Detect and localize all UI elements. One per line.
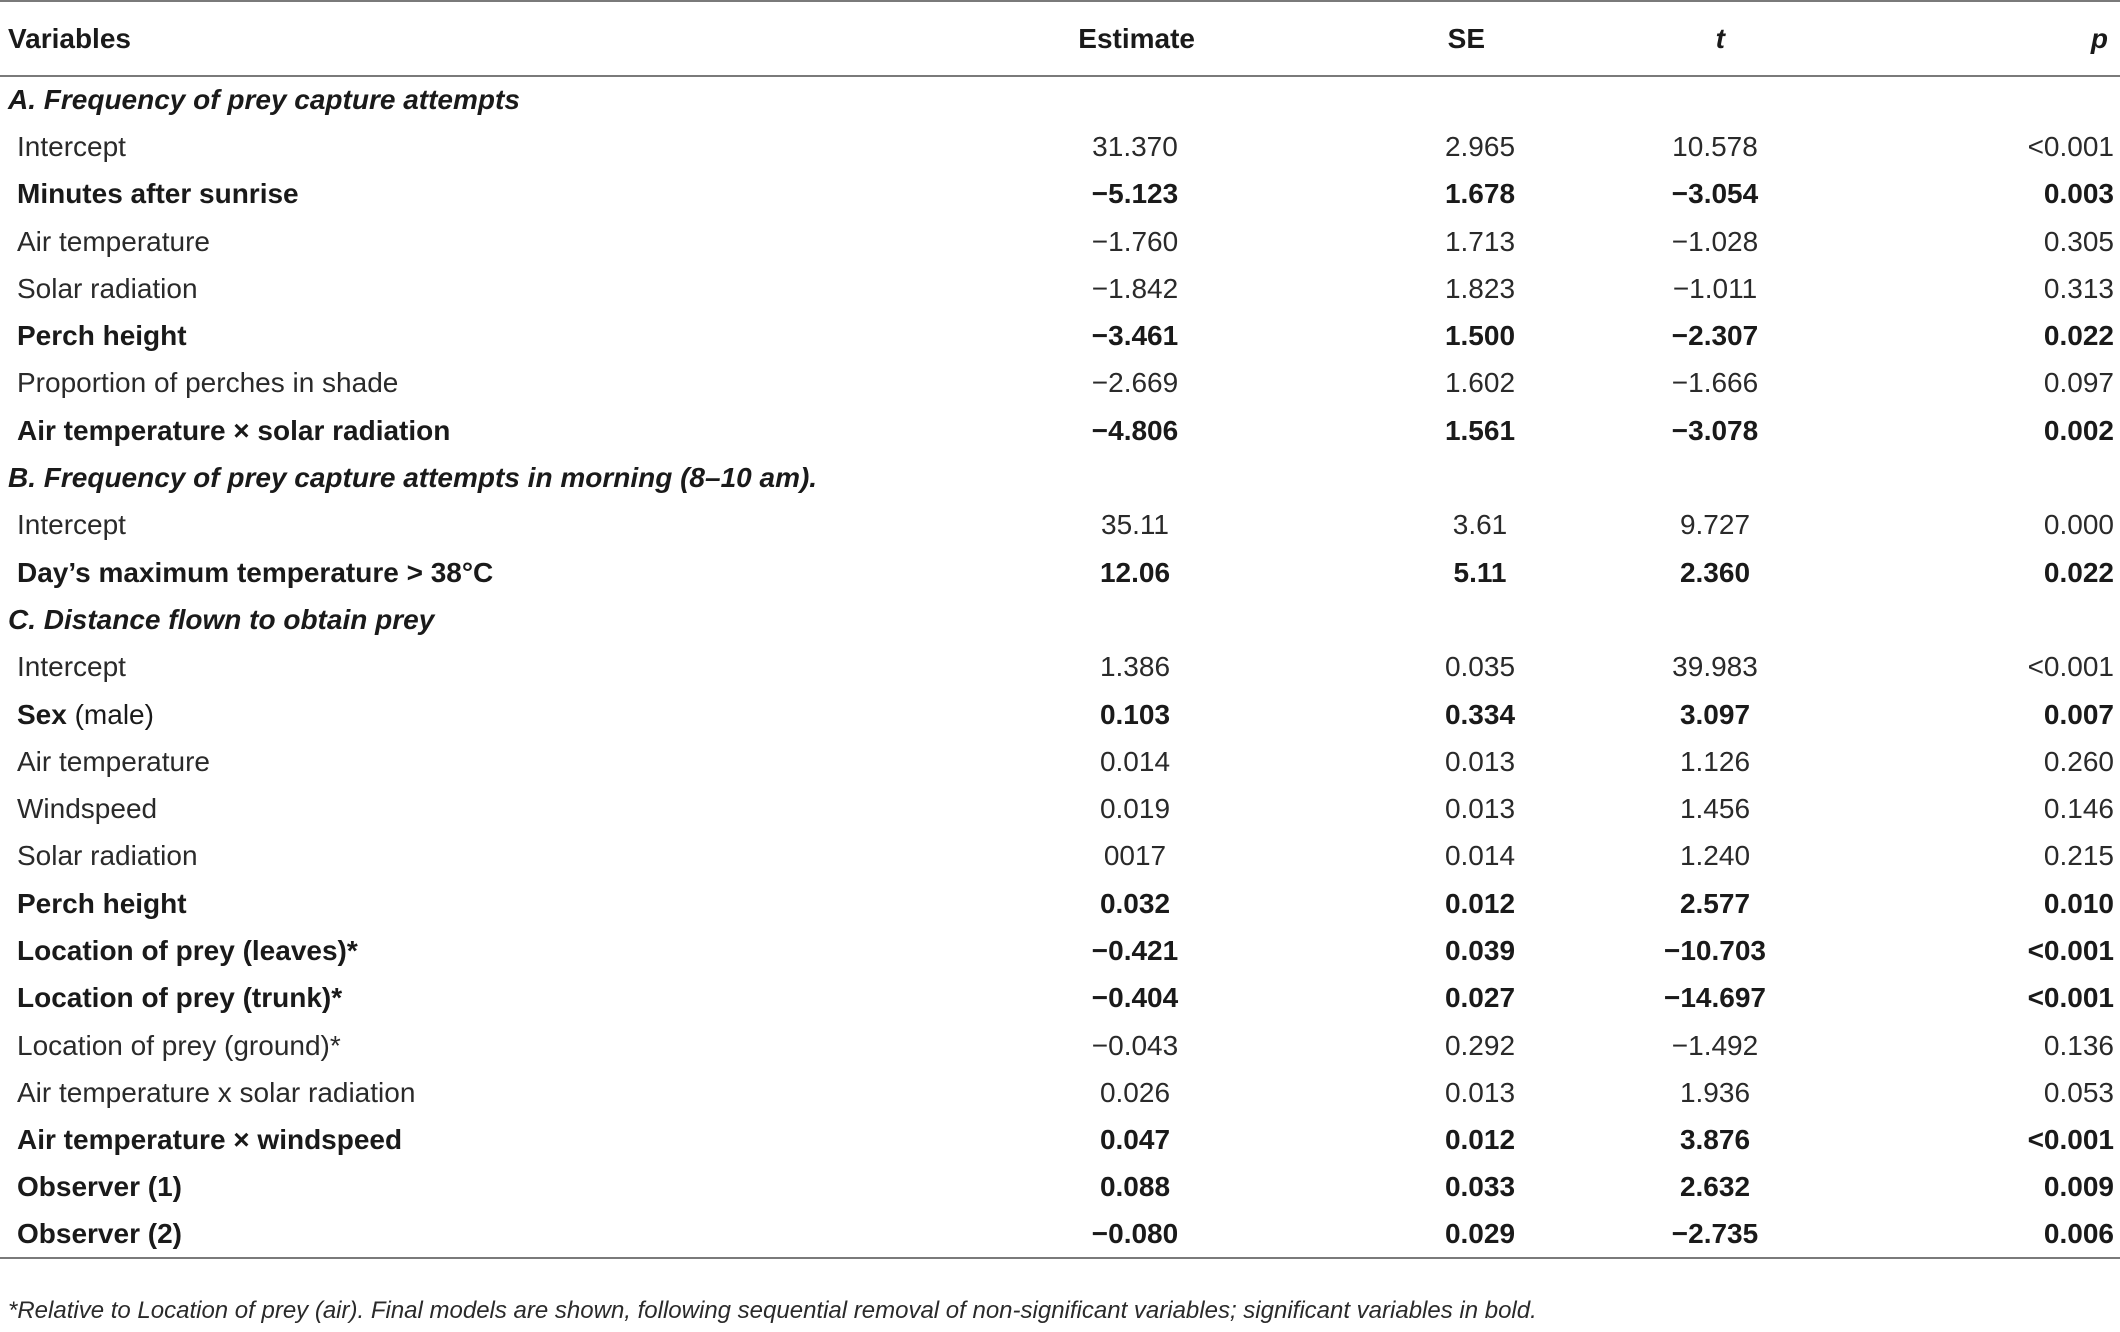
cell-t: −2.307 (1671, 320, 1759, 352)
cell-p: 0.002 (2043, 414, 2114, 446)
cell-se: 0.012 (1444, 1124, 1516, 1156)
cell-variable: Location of prey (trunk)* (17, 982, 343, 1014)
cell-se: 1.678 (1444, 178, 1516, 210)
table-row (0, 691, 2120, 738)
cell-p: 0.215 (2043, 840, 2114, 872)
cell-estimate: 1.386 (1099, 651, 1171, 683)
cell-p: 0.136 (2043, 1029, 2114, 1061)
table-row (0, 927, 2120, 974)
cell-estimate: −0.404 (1091, 982, 1179, 1014)
table-row (0, 218, 2120, 265)
cell-t: 39.983 (1672, 651, 1758, 683)
cell-se: 0.013 (1444, 745, 1516, 777)
cell-se: 0.013 (1444, 793, 1516, 825)
cell-t: −1.028 (1671, 225, 1759, 257)
cell-t: 2.632 (1679, 1171, 1751, 1203)
cell-se: 5.11 (1453, 556, 1507, 588)
header-estimate: Estimate (1078, 22, 1195, 54)
cell-p: 0.305 (2043, 225, 2114, 257)
table-row (0, 1022, 2120, 1069)
header-p: p (2090, 22, 2108, 54)
cell-t: −3.054 (1671, 178, 1759, 210)
table-row (0, 975, 2120, 1022)
cell-p: 0.009 (2043, 1171, 2114, 1203)
cell-variable: Minutes after sunrise (17, 178, 299, 210)
cell-estimate: 0.047 (1099, 1124, 1171, 1156)
cell-variable: Solar radiation (17, 840, 198, 872)
table-row (0, 880, 2120, 927)
cell-estimate: −1.760 (1091, 225, 1179, 257)
cell-se: 0.027 (1444, 982, 1516, 1014)
cell-p: 0.010 (2043, 887, 2114, 919)
cell-p: 0.313 (2043, 272, 2114, 304)
header-t: t (1715, 22, 1725, 54)
cell-p: 0.006 (2043, 1218, 2114, 1250)
cell-estimate: −3.461 (1091, 320, 1179, 352)
cell-variable: Intercept (17, 509, 126, 541)
header-row (0, 1, 2120, 76)
section-header-c (0, 596, 2120, 643)
cell-t: −1.492 (1671, 1029, 1759, 1061)
variable-qualifier: (male) (66, 698, 154, 730)
cell-estimate: −5.123 (1091, 178, 1179, 210)
table-row (0, 738, 2120, 785)
cell-t: −3.078 (1671, 414, 1759, 446)
cell-estimate: 35.11 (1101, 509, 1169, 541)
cell-se: 0.033 (1444, 1171, 1516, 1203)
cell-t: 9.727 (1679, 509, 1751, 541)
cell-p: <0.001 (2027, 651, 2114, 683)
cell-estimate: 0.088 (1099, 1171, 1171, 1203)
cell-variable: Proportion of perches in shade (17, 367, 399, 399)
cell-se: 1.713 (1444, 225, 1516, 257)
cell-se: 1.561 (1444, 414, 1516, 446)
cell-p: 0.260 (2043, 745, 2114, 777)
cell-t: 1.456 (1679, 793, 1751, 825)
cell-variable: Air temperature × windspeed (17, 1124, 403, 1156)
table-row (0, 1211, 2120, 1258)
cell-estimate: 0.032 (1099, 887, 1171, 919)
cell-p: 0.097 (2043, 367, 2114, 399)
cell-variable: Air temperature × solar radiation (17, 414, 451, 446)
cell-variable: Perch height (17, 320, 187, 352)
cell-p: <0.001 (2027, 130, 2114, 162)
cell-estimate: 0.014 (1099, 745, 1171, 777)
cell-t: −10.703 (1664, 934, 1766, 966)
cell-se: 0.039 (1444, 934, 1516, 966)
cell-variable (0, 691, 1000, 738)
cell-estimate: −0.080 (1091, 1218, 1179, 1250)
cell-se: 1.500 (1444, 320, 1516, 352)
cell-estimate: 0017 (1103, 840, 1167, 872)
cell-estimate: −0.043 (1091, 1029, 1179, 1061)
cell-se: 0.013 (1444, 1076, 1516, 1108)
cell-t: 2.577 (1679, 887, 1751, 919)
table-row (0, 502, 2120, 549)
section-title: C. Distance flown to obtain prey (8, 603, 435, 635)
cell-variable: Intercept (17, 651, 126, 683)
table-row (0, 123, 2120, 170)
cell-se: 0.012 (1444, 887, 1516, 919)
cell-estimate: −1.842 (1091, 272, 1179, 304)
header-se: SE (1447, 22, 1485, 54)
cell-variable: Observer (1) (17, 1171, 182, 1203)
cell-p: 0.007 (2043, 698, 2114, 730)
section-header-a (0, 76, 2120, 123)
cell-p: <0.001 (2027, 1124, 2114, 1156)
table-row (0, 644, 2120, 691)
table-row (0, 312, 2120, 359)
section-title: A. Frequency of prey capture attempts (8, 84, 520, 116)
cell-se: 0.029 (1444, 1218, 1516, 1250)
cell-variable: Windspeed (17, 793, 158, 825)
cell-p: 0.146 (2043, 793, 2114, 825)
cell-p: <0.001 (2027, 934, 2114, 966)
cell-variable: Location of prey (ground)* (17, 1029, 341, 1061)
table-body (0, 76, 2120, 1258)
cell-t: 3.876 (1679, 1124, 1751, 1156)
cell-variable: Air temperature x solar radiation (17, 1076, 416, 1108)
cell-t: 10.578 (1672, 130, 1758, 162)
cell-variable: Observer (2) (17, 1218, 182, 1250)
cell-estimate: 0.103 (1099, 698, 1171, 730)
cell-se: 0.035 (1444, 651, 1516, 683)
cell-t: 3.097 (1679, 698, 1751, 730)
variable-name: Sex (17, 698, 67, 730)
cell-se: 1.823 (1444, 272, 1516, 304)
table-footnote: *Relative to Location of prey (air). Final models are shown, following sequential removal of non-significant variables; significant variables in bold. (8, 1297, 1537, 1324)
cell-p: 0.022 (2043, 556, 2114, 588)
table-row (0, 785, 2120, 832)
cell-t: 2.360 (1679, 556, 1751, 588)
cell-variable: Location of prey (leaves)* (17, 934, 358, 966)
cell-variable: Intercept (17, 130, 126, 162)
table-row (0, 1069, 2120, 1116)
table-row (0, 407, 2120, 454)
table-row (0, 171, 2120, 218)
cell-t: −1.666 (1671, 367, 1759, 399)
section-title: B. Frequency of prey capture attempts in morning (8–10 am). (8, 462, 818, 494)
table-header (0, 1, 2120, 76)
table-row (0, 1117, 2120, 1164)
cell-se: 1.602 (1444, 367, 1516, 399)
table-row (0, 833, 2120, 880)
cell-variable: Air temperature (17, 745, 210, 777)
cell-se: 3.61 (1452, 509, 1508, 541)
cell-t: 1.126 (1679, 745, 1751, 777)
cell-se: 0.014 (1444, 840, 1516, 872)
cell-p: <0.001 (2027, 982, 2114, 1014)
cell-p: 0.053 (2043, 1076, 2114, 1108)
cell-variable: Perch height (17, 887, 187, 919)
cell-variable: Day’s maximum temperature > 38°C (17, 556, 494, 588)
cell-se: 0.334 (1444, 698, 1516, 730)
cell-estimate: 0.026 (1099, 1076, 1171, 1108)
cell-p: 0.003 (2043, 178, 2114, 210)
cell-t: −1.011 (1672, 272, 1758, 304)
cell-estimate: −2.669 (1091, 367, 1179, 399)
cell-se: 0.292 (1444, 1029, 1516, 1061)
cell-t: 1.240 (1679, 840, 1751, 872)
cell-estimate: −0.421 (1091, 934, 1179, 966)
cell-t: −14.697 (1664, 982, 1766, 1014)
cell-estimate: 31.370 (1092, 130, 1178, 162)
table-row (0, 360, 2120, 407)
cell-t: −2.735 (1671, 1218, 1759, 1250)
table-row (0, 265, 2120, 312)
cell-t: 1.936 (1679, 1076, 1751, 1108)
cell-p: 0.000 (2043, 509, 2114, 541)
table-row (0, 1164, 2120, 1211)
cell-se: 2.965 (1444, 130, 1516, 162)
cell-estimate: 12.06 (1099, 556, 1171, 588)
section-header-b (0, 454, 2120, 501)
cell-p: 0.022 (2043, 320, 2114, 352)
cell-variable: Air temperature (17, 225, 210, 257)
table-row (0, 549, 2120, 596)
cell-variable: Solar radiation (17, 272, 198, 304)
cell-estimate: −4.806 (1091, 414, 1179, 446)
header-variables: Variables (8, 22, 131, 54)
cell-estimate: 0.019 (1099, 793, 1171, 825)
